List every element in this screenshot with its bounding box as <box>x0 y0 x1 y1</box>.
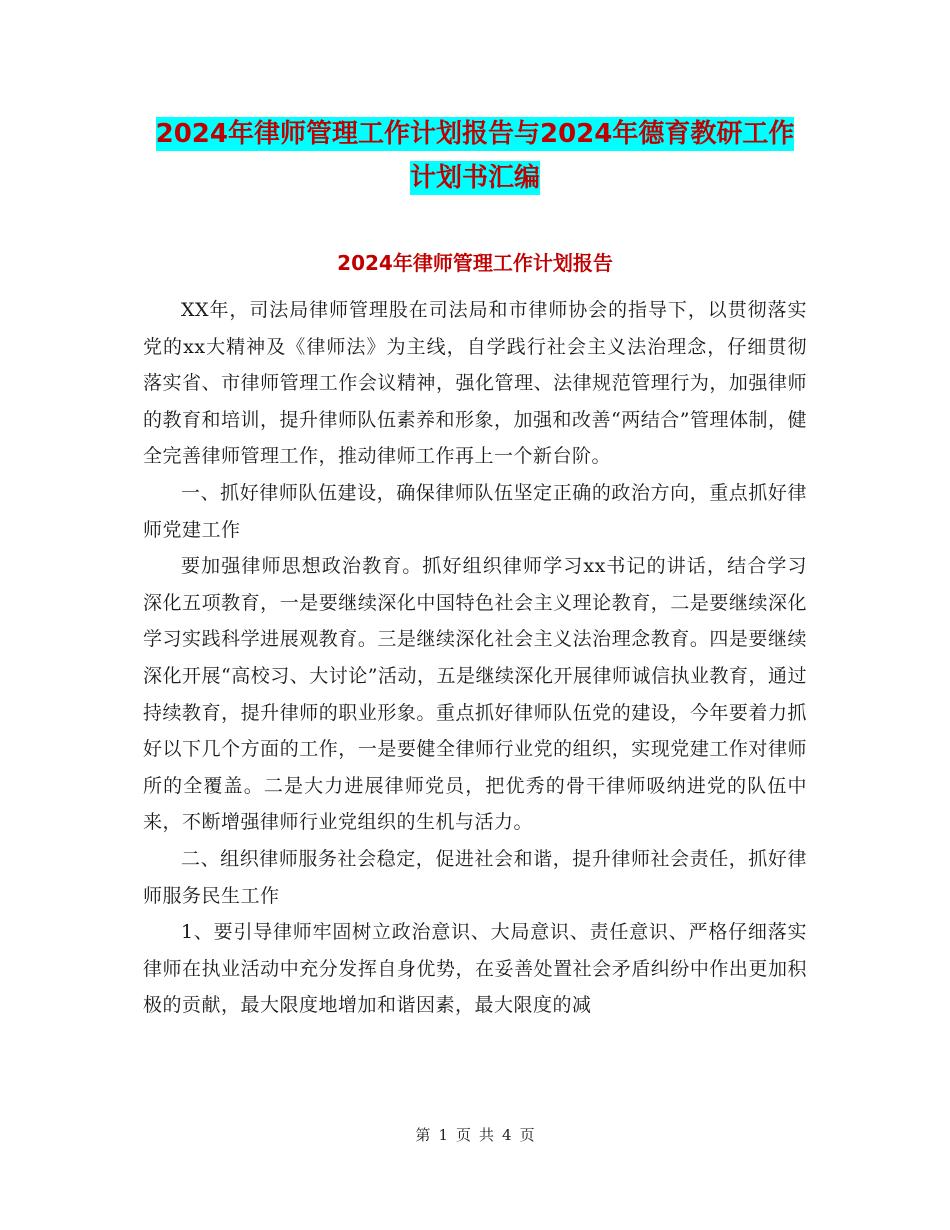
section-title: 2024年律师管理工作计划报告 <box>337 251 613 275</box>
footer-current-page: 1 <box>438 1126 448 1144</box>
document-title-line1: 2024年律师管理工作计划报告与2024年德育教研工作 <box>155 119 795 149</box>
footer-total-pages: 4 <box>502 1126 512 1144</box>
document-title <box>0 112 950 200</box>
paragraph: 1、要引导律师牢固树立政治意识、大局意识、责任意识、严格仔细落实律师在执业活动中充分发挥自身优势，在妥善处置社会矛盾纠纷中作出更加积极的贡献，最大限度地增加和谐因素，最大限度的减 <box>143 921 807 1017</box>
footer-label-total-unit: 页 <box>519 1126 535 1144</box>
footer-label-total: 共 <box>479 1126 495 1144</box>
footer-label-page: 第 <box>415 1126 431 1144</box>
page-footer <box>0 1124 950 1145</box>
document-body <box>143 292 807 1024</box>
paragraph-heading: 二、组织律师服务社会稳定，促进社会和谐，提升律师社会责任，抓好律师服务民生工作 <box>143 847 807 907</box>
paragraph: XX年，司法局律师管理股在司法局和市律师协会的指导下，以贯彻落实党的xx大精神及《律师法》为主线，自学践行社会主义法治理念，仔细贯彻落实省、市律师管理工作会议精神，强化管理、法律规范管理行为，加强律师的教育和培训，提升律师队伍素养和形象，加强和改善“两结合”管理体制，健全完善律师管理工作，推动律师工作再上一个新台阶。 <box>143 299 807 468</box>
footer-label-page-unit: 页 <box>455 1126 471 1144</box>
paragraph-heading: 一、抓好律师队伍建设，确保律师队伍坚定正确的政治方向，重点抓好律师党建工作 <box>143 481 807 541</box>
paragraph: 要加强律师思想政治教育。抓好组织律师学习xx书记的讲话，结合学习深化五项教育，一是要继续深化中国特色社会主义理论教育，二是要继续深化学习实践科学进展观教育。三是继续深化社会主义法治理念教育。四是要继续深化开展“高校习、大讨论”活动，五是继续深化开展律师诚信执业教育，通过持续教育，提升律师的职业形象。重点抓好律师队伍党的建设，今年要着力抓好以下几个方面的工作，一是要健全律师行业党的组织，实现党建工作对律师所的全覆盖。二是大力进展律师党员，把优秀的骨干律师吸纳进党的队伍中来，不断增强律师行业党组织的生机与活力。 <box>143 555 807 834</box>
document-title-line2: 计划书汇编 <box>409 163 540 193</box>
